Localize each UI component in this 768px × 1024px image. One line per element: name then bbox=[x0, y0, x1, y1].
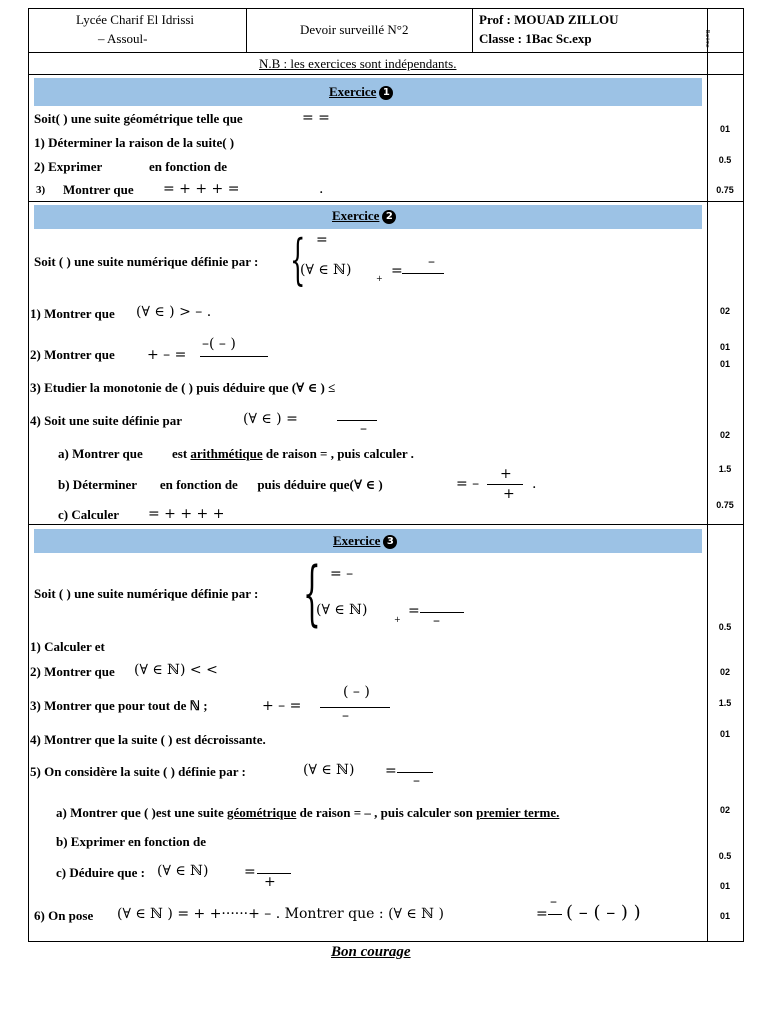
ex3-sys1: = – bbox=[330, 566, 354, 582]
ex1-note-1: 01 bbox=[719, 124, 730, 134]
ex1-q3-num: 3) bbox=[36, 184, 46, 196]
ex2-note-4: 02 bbox=[719, 430, 730, 440]
ex3-qa: a) Montrer que ( )est une suite géométrique de raison = – , puis calculer son premier terme. bbox=[56, 805, 560, 820]
ex3-note-5: 02 bbox=[719, 805, 730, 815]
ex1-title: Exercice 1 bbox=[329, 84, 393, 100]
ex2-qc-eq: = + + + + bbox=[148, 506, 225, 522]
ex3-note-7: 01 bbox=[719, 881, 730, 891]
ex2-qb-den: + bbox=[503, 486, 515, 502]
ex3-q6-math: (∀ ∈ ℕ ) = + +······+ – . Montrer que : (∀ ∈ ℕ ) bbox=[117, 906, 444, 922]
ex1-q1: 1) Déterminer la raison de la suite( ) bbox=[34, 135, 235, 150]
school-name: Lycée Charif El Idrissi bbox=[76, 12, 195, 27]
ex2-qb-num: + bbox=[500, 466, 512, 482]
ex3-note-3: 1.5 bbox=[718, 698, 732, 708]
ex2-sys2: (∀ ∈ ℕ) bbox=[300, 262, 352, 278]
ex2-note-5: 1.5 bbox=[718, 464, 732, 474]
nb-note: N.B : les exercices sont indépendants. bbox=[259, 56, 457, 71]
ex3-qc-eq: = bbox=[244, 864, 256, 880]
ex3-q3-den: – bbox=[342, 708, 349, 724]
ex3-qc: c) Déduire que : bbox=[56, 865, 145, 880]
ex1-q3: Montrer que bbox=[63, 182, 134, 197]
ex3-q5-den: – bbox=[413, 773, 420, 789]
ex2-q2-num: –( – ) bbox=[202, 336, 236, 352]
ex3-title: Exercice 3 bbox=[333, 533, 397, 549]
ex3-q6: 6) On pose bbox=[34, 908, 94, 923]
ex2-q2-fraction-bar bbox=[200, 356, 268, 357]
ex3-q6-frac: – bbox=[550, 894, 557, 910]
ex3-qb: b) Exprimer en fonction de bbox=[56, 834, 206, 849]
ex3-q6-paren: ( – ( – ) ) bbox=[566, 902, 641, 923]
ex2-title: Exercice 2 bbox=[332, 208, 396, 224]
class-name: Classe : 1Bac Sc.exp bbox=[479, 31, 592, 46]
ex1-note-3: 0.75 bbox=[716, 185, 734, 195]
ex2-q3: 3) Etudier la monotonie de ( ) puis déduire que (∀ ∈ ) ≤ bbox=[30, 380, 336, 395]
ex3-q1: 1) Calculer et bbox=[30, 639, 105, 654]
ex2-qb-fraction-bar bbox=[487, 484, 523, 485]
ex2-q4-math: (∀ ∈ ) = bbox=[243, 411, 298, 427]
ex3-system-brace: { bbox=[303, 552, 321, 634]
ex3-sys2-eq: = bbox=[408, 603, 420, 619]
ex3-q3-math: + – = bbox=[262, 698, 302, 714]
ex2-sys2-num: – bbox=[428, 254, 435, 270]
ex3-q5: 5) On considère la suite ( ) définie par : bbox=[30, 764, 246, 779]
ex3-note-1: 0.5 bbox=[718, 622, 732, 632]
ex3-q6-eq: = bbox=[536, 906, 548, 922]
ex2-note-6: 0.75 bbox=[716, 500, 734, 510]
ex2-q1-math: (∀ ∈ ) > – . bbox=[136, 304, 212, 320]
ex2-q4-fraction-bar bbox=[337, 420, 377, 421]
footer-bon-courage: Bon courage bbox=[331, 944, 411, 960]
ex1-q3-dot: . bbox=[319, 181, 324, 197]
ex3-sys2: (∀ ∈ ℕ) bbox=[316, 602, 368, 618]
ex3-note-6: 0.5 bbox=[718, 851, 732, 861]
ex2-qb-eq: = – bbox=[456, 476, 480, 492]
ex3-sys2-sub: + bbox=[394, 615, 401, 624]
ex2-qb-dot: . bbox=[532, 476, 537, 492]
ex3-qc-den: + bbox=[264, 874, 276, 890]
ex3-q3: 3) Montrer que pour tout de ℕ ; bbox=[30, 698, 208, 713]
ex3-sys2-den: – bbox=[433, 613, 440, 629]
ex2-q1: 1) Montrer que bbox=[30, 306, 115, 321]
ex1-q2-b: en fonction de bbox=[149, 159, 227, 174]
ex2-q4: 4) Soit une suite définie par bbox=[30, 413, 183, 428]
ex3-q2-math: (∀ ∈ ℕ) < < bbox=[134, 662, 218, 678]
ex2-intro: Soit ( ) une suite numérique définie par : bbox=[34, 254, 259, 269]
ex3-q2: 2) Montrer que bbox=[30, 664, 115, 679]
school-town: – Assoul- bbox=[98, 31, 148, 46]
ex2-note-1: 02 bbox=[719, 306, 730, 316]
ex3-note-2: 02 bbox=[719, 667, 730, 677]
bareme-label: Barème bbox=[704, 30, 710, 48]
prof-name: Prof : MOUAD ZILLOU bbox=[479, 12, 619, 27]
ex3-qc-math: (∀ ∈ ℕ) bbox=[157, 863, 209, 879]
ex2-q4-den: – bbox=[360, 421, 367, 437]
ex3-badge: 3 bbox=[383, 535, 397, 549]
ex2-q2: 2) Montrer que bbox=[30, 347, 115, 362]
ex1-badge: 1 bbox=[379, 86, 393, 100]
ex2-qc: c) Calculer bbox=[58, 507, 120, 522]
ex3-q5-eq: = bbox=[385, 763, 397, 779]
ex2-system-brace: { bbox=[290, 228, 306, 291]
ex3-q3-fraction-bar bbox=[320, 707, 390, 708]
ex2-sys2-sub: + bbox=[376, 274, 383, 283]
ex3-note-4: 01 bbox=[719, 729, 730, 739]
ex1-intro: Soit( ) une suite géométrique telle que bbox=[34, 111, 243, 126]
ex3-sys2-fraction-bar bbox=[420, 612, 464, 613]
ex3-q5-math: (∀ ∈ ℕ) bbox=[303, 762, 355, 778]
ex3-q3-num: ( – ) bbox=[343, 684, 370, 700]
ex2-note-2: 01 bbox=[719, 342, 730, 352]
ex3-q6-fraction-bar bbox=[548, 914, 562, 915]
ex3-note-8: 01 bbox=[719, 911, 730, 921]
ex1-intro-eq: = = bbox=[302, 110, 330, 126]
ex2-sys2-eq: = bbox=[391, 263, 403, 279]
ex2-qb: b) Déterminer en fonction de puis déduire que(∀ ∈ ) bbox=[58, 477, 383, 492]
ex1-q3-eq: = + + + = bbox=[163, 181, 240, 197]
ex2-badge: 2 bbox=[382, 210, 396, 224]
ex2-sys1: = bbox=[316, 232, 328, 248]
ex3-q4: 4) Montrer que la suite ( ) est décroissante. bbox=[30, 732, 266, 747]
ex3-intro: Soit ( ) une suite numérique définie par : bbox=[34, 586, 259, 601]
ex1-note-2: 0.5 bbox=[718, 155, 732, 165]
ex2-qa: a) Montrer que est arithmétique de raison = , puis calculer . bbox=[58, 446, 414, 461]
exam-title: Devoir surveillé N°2 bbox=[300, 22, 409, 37]
ex2-q2-math: + – = bbox=[147, 347, 187, 363]
ex1-q2-a: 2) Exprimer bbox=[34, 159, 103, 174]
ex2-sys2-fraction-bar bbox=[402, 273, 444, 274]
ex2-note-3: 01 bbox=[719, 359, 730, 369]
